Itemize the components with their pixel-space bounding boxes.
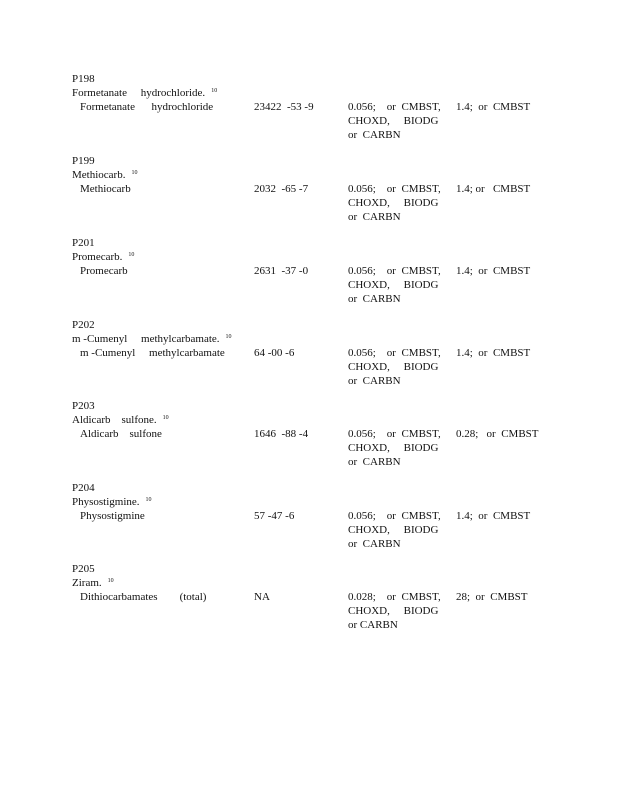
waste-description (72, 576, 114, 590)
nonwastewater-standard: 1.4; or CMBST (456, 183, 531, 195)
waste-entry-p198 (0, 72, 618, 152)
wastewater-line: CHOXD, BIODG (348, 115, 439, 127)
regulated-constituent: m -Cumenyl methylcarbamate (80, 347, 225, 359)
wastewater-line: or CARBN (348, 129, 401, 141)
waste-entry-p202 (0, 318, 618, 398)
nonwastewater-standard: 1.4; or CMBST (456, 265, 531, 277)
wastewater-line: CHOXD, BIODG (348, 197, 439, 209)
cas-number: 23422 -53 -9 (254, 101, 314, 113)
wastewater-standard (348, 509, 441, 551)
wastewater-standard (348, 427, 441, 469)
nonwastewater-standard: 1.4; or CMBST (456, 347, 531, 359)
wastewater-standard (348, 100, 441, 142)
waste-description-text: Methiocarb. (72, 169, 126, 181)
waste-entry-p199 (0, 154, 618, 234)
footnote-marker: 10 (162, 415, 169, 421)
waste-code: P198 (72, 73, 95, 85)
waste-description-text: Promecarb. (72, 251, 123, 263)
waste-description (72, 168, 137, 182)
waste-description (72, 495, 152, 509)
footnote-marker: 10 (107, 578, 114, 584)
wastewater-line: 0.056; or CMBST, (348, 101, 441, 113)
wastewater-standard (348, 264, 441, 306)
waste-entry-p205 (0, 562, 618, 642)
regulated-constituent: Methiocarb (80, 183, 131, 195)
wastewater-line: 0.056; or CMBST, (348, 265, 441, 277)
waste-description (72, 250, 134, 264)
waste-entry-p204 (0, 481, 618, 561)
wastewater-standard (348, 346, 441, 388)
wastewater-line: CHOXD, BIODG (348, 524, 439, 536)
regulated-constituent: Formetanate hydrochloride (80, 101, 214, 113)
nonwastewater-standard: 28; or CMBST (456, 591, 528, 603)
wastewater-line: CHOXD, BIODG (348, 361, 439, 373)
wastewater-standard (348, 182, 441, 224)
footnote-marker: 10 (128, 252, 135, 258)
cas-number: 1646 -88 -4 (254, 428, 309, 440)
nonwastewater-standard: 0.28; or CMBST (456, 428, 539, 440)
waste-code: P204 (72, 482, 95, 494)
cas-number: NA (254, 591, 270, 603)
wastewater-line: 0.056; or CMBST, (348, 183, 441, 195)
wastewater-line: 0.028; or CMBST, (348, 591, 441, 603)
wastewater-line: CHOXD, BIODG (348, 605, 439, 617)
regulated-constituent: Aldicarb sulfone (80, 428, 162, 440)
wastewater-line: or CARBN (348, 211, 401, 223)
waste-description (72, 332, 232, 346)
cas-number: 2631 -37 -0 (254, 265, 309, 277)
wastewater-standard (348, 590, 441, 632)
wastewater-line: CHOXD, BIODG (348, 279, 439, 291)
waste-code: P203 (72, 400, 95, 412)
wastewater-line: 0.056; or CMBST, (348, 347, 441, 359)
footnote-marker: 10 (211, 88, 218, 94)
waste-code: P202 (72, 319, 95, 331)
nonwastewater-standard: 1.4; or CMBST (456, 510, 531, 522)
cas-number: 64 -00 -6 (254, 347, 295, 359)
cas-number: 2032 -65 -7 (254, 183, 309, 195)
regulated-constituent: Promecarb (80, 265, 128, 277)
waste-entry-p203 (0, 399, 618, 479)
waste-description-text: Physostigmine. (72, 496, 140, 508)
waste-description-text: Formetanate hydrochloride. (72, 87, 206, 99)
waste-description-text: m -Cumenyl methylcarbamate. (72, 333, 220, 345)
waste-code: P205 (72, 563, 95, 575)
waste-code: P201 (72, 237, 95, 249)
wastewater-line: or CARBN (348, 293, 401, 305)
wastewater-line: 0.056; or CMBST, (348, 428, 441, 440)
waste-entry-p201 (0, 236, 618, 316)
wastewater-line: CHOXD, BIODG (348, 442, 439, 454)
regulated-constituent: Physostigmine (80, 510, 145, 522)
footnote-marker: 10 (131, 170, 138, 176)
regulated-constituent: Dithiocarbamates (total) (80, 591, 207, 603)
footnote-marker: 10 (225, 334, 232, 340)
wastewater-line: or CARBN (348, 456, 401, 468)
waste-description (72, 86, 217, 100)
wastewater-line: or CARBN (348, 538, 401, 550)
waste-description (72, 413, 169, 427)
nonwastewater-standard: 1.4; or CMBST (456, 101, 531, 113)
cas-number: 57 -47 -6 (254, 510, 295, 522)
wastewater-line: 0.056; or CMBST, (348, 510, 441, 522)
waste-description-text: Aldicarb sulfone. (72, 414, 157, 426)
footnote-marker: 10 (145, 497, 152, 503)
waste-description-text: Ziram. (72, 577, 102, 589)
wastewater-line: or CARBN (348, 619, 398, 631)
wastewater-line: or CARBN (348, 375, 401, 387)
waste-code: P199 (72, 155, 95, 167)
